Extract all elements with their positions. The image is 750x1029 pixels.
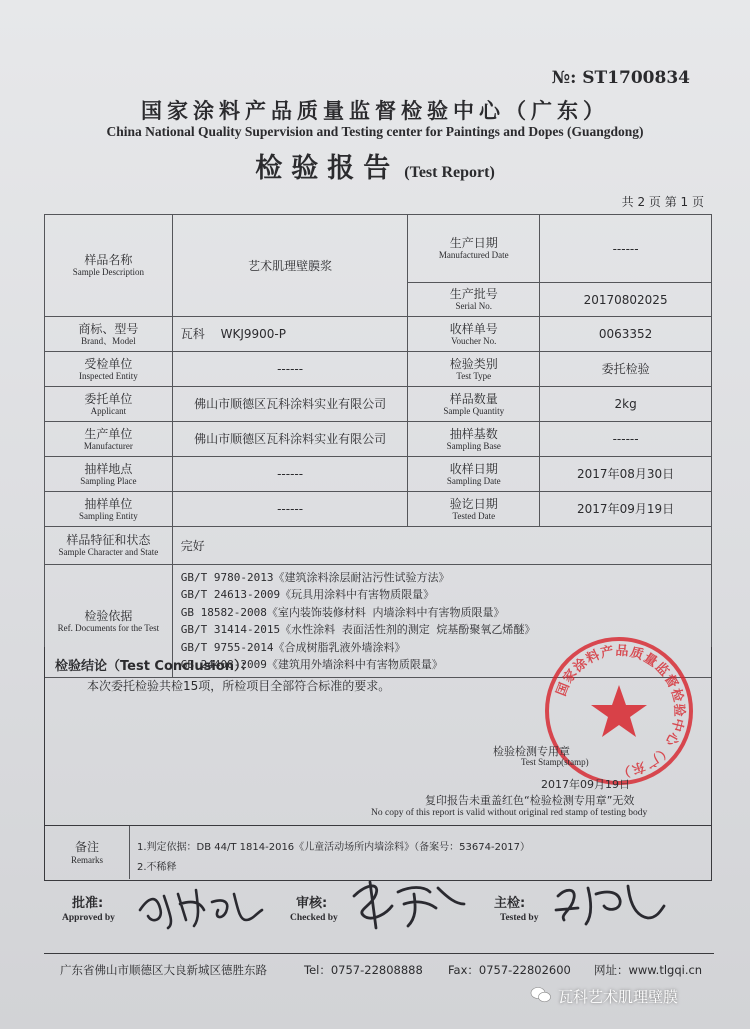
label-place: 抽样地点 Sampling Place: [45, 457, 173, 492]
footer-address: 广东省佛山市顺德区大良新城区德胜东路: [60, 963, 267, 977]
tester-signature: [548, 876, 668, 930]
footer-tel: Tel：0757-22808888: [304, 963, 423, 977]
copy-note: 复印报告未重盖红色“检验检测专用章”无效: [425, 794, 635, 807]
approved-label-en: Approved by: [62, 913, 115, 923]
footer-divider: [44, 953, 714, 954]
label-test-type: 检验类别 Test Type: [408, 352, 540, 387]
label-applicant: 委托单位 Applicant: [45, 387, 173, 422]
watermark-text: 瓦科艺术肌理壁膜: [558, 988, 679, 1006]
report-title: [0, 146, 750, 185]
stamp-label-en: Test Stamp(stamp): [521, 757, 589, 767]
label-manufacturer: 生产单位 Manufacturer: [45, 422, 173, 457]
signature-row: [0, 880, 750, 940]
conclusion-title: 检验结论（Test Conclusion）：: [55, 659, 254, 674]
value-brand: 瓦科 WKJ9900-P: [172, 317, 408, 352]
remarks-section: [44, 825, 712, 881]
footer-web: 网址：www.tlgqi.cn: [594, 963, 703, 977]
value-quantity: 2kg: [540, 387, 712, 422]
checked-label: 审核:: [296, 896, 328, 911]
value-entity: ------: [172, 492, 408, 527]
footer-fax: Fax：0757-22802600: [448, 963, 571, 977]
stamp-label: 检验检测专用章: [493, 745, 570, 758]
tested-label: 主检:: [494, 896, 526, 911]
value-test-type: 委托检验: [540, 352, 712, 387]
ref-document: GB/T 24613-2009《玩具用涂料中有害物质限量》: [180, 588, 435, 601]
remarks-line-1: 1.判定依据：DB 44/T 1814-2016《儿童活动场所内墙涂料》（备案号：53674-2017）: [137, 842, 531, 853]
value-base: ------: [540, 422, 712, 457]
label-brand: 商标、型号 Brand、Model: [45, 317, 173, 352]
approver-signature: [134, 880, 274, 932]
report-number: №: ST1700834: [551, 68, 690, 88]
value-voucher: 0063352: [540, 317, 712, 352]
tested-label-en: Tested by: [500, 913, 539, 923]
label-character: 样品特征和状态 Sample Character and State: [45, 527, 173, 565]
ref-document: GB/T 31414-2015《水性涂料 表面活性剂的测定 烷基酚聚氧乙烯醚》: [180, 623, 536, 636]
label-serial-no: 生产批号 Serial No.: [408, 283, 540, 317]
remarks-line-2: 2.不稀释: [137, 862, 177, 873]
label-sampling-date: 收样日期 Sampling Date: [408, 457, 540, 492]
org-title-en: China National Quality Supervision and Testing center for Paintings and Dopes (Guangdong): [106, 124, 644, 139]
value-manufacturer: 佛山市顺德区瓦科涂料实业有限公司: [172, 422, 408, 457]
label-base: 抽样基数 Sampling Base: [408, 422, 540, 457]
value-sample-desc: 艺术肌理壁膜浆: [172, 215, 408, 317]
report-table: [44, 214, 712, 678]
stamp-date: 2017年09月19日: [541, 778, 630, 791]
label-refs: 检验依据 Ref. Documents for the Test: [45, 565, 173, 678]
ref-document: GB 18582-2008《室内装饰装修材料 内墙涂料中有害物质限量》: [180, 605, 505, 619]
conclusion-text: 本次委托检验共检15项，所检项目全部符合标准的要求。: [87, 679, 391, 693]
report-title-en: (Test Report): [404, 164, 495, 181]
page-info: 共 2 页 第 1 页: [621, 195, 704, 209]
wechat-icon: [530, 986, 552, 1004]
star-icon: [591, 685, 647, 737]
report-title-cn: 检验报告: [255, 153, 400, 184]
stamp-ring-text: 国家涂料产品质量监督检验中心（广东）: [554, 643, 687, 779]
value-serial-no: 20170802025: [540, 283, 712, 317]
checker-signature: [346, 874, 476, 932]
value-place: ------: [172, 457, 408, 492]
value-inspected: ------: [172, 352, 408, 387]
value-tested-date: 2017年09月19日: [540, 492, 712, 527]
checked-label-en: Checked by: [290, 913, 338, 923]
remarks-label: 备注 Remarks: [45, 826, 130, 879]
ref-document: GB 24408-2009《建筑用外墙涂料中有害物质限量》: [180, 658, 443, 671]
conclusion-section: [44, 643, 712, 825]
copy-note-en: No copy of this report is valid without original red stamp of testing body: [371, 808, 648, 818]
value-sampling-date: 2017年08月30日: [540, 457, 712, 492]
ref-document: GB/T 9755-2014《合成树脂乳液外墙涂料》: [180, 640, 406, 654]
org-title-cn: 国家涂料产品质量监督检验中心（广东）: [141, 99, 609, 123]
ref-document: GB/T 9780-2013《建筑涂料涂层耐沾污性试验方法》: [180, 570, 450, 584]
label-tested-date: 验讫日期 Tested Date: [408, 492, 540, 527]
label-quantity: 样品数量 Sample Quantity: [408, 387, 540, 422]
label-sample-desc: 样品名称 Sample Description: [45, 215, 173, 317]
label-inspected: 受检单位 Inspected Entity: [45, 352, 173, 387]
label-voucher: 收样单号 Voucher No.: [408, 317, 540, 352]
value-mfg-date: ------: [540, 215, 712, 283]
label-mfg-date: 生产日期 Manufactured Date: [408, 215, 540, 283]
approved-label: 批准:: [72, 896, 104, 911]
value-character: 完好: [172, 527, 711, 565]
value-applicant: 佛山市顺德区瓦科涂料实业有限公司: [172, 387, 408, 422]
label-entity: 抽样单位 Sampling Entity: [45, 492, 173, 527]
